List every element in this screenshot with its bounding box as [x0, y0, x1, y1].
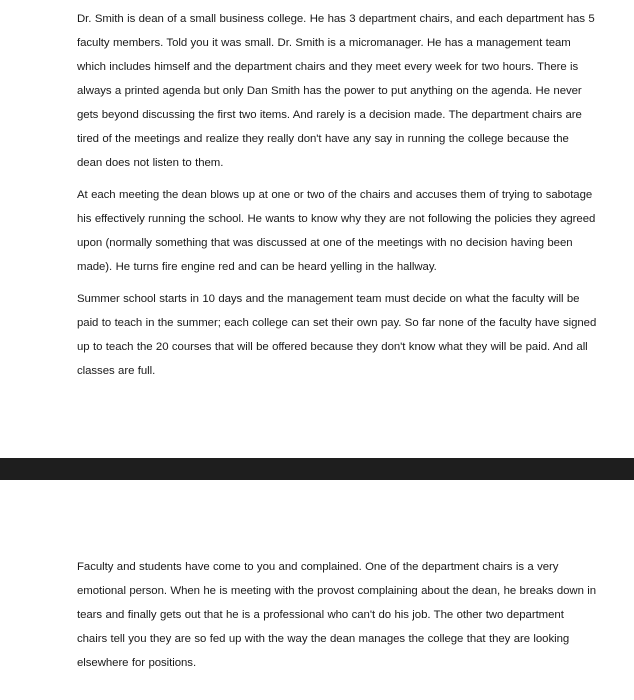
paragraph-meeting-outbursts: At each meeting the dean blows up at one or two of the chairs and accuses them of trying to sabotage his effectively running the school. He wants to know why they are not following the policies they agreed upon (normally something that was discussed at one of the meetings with no decision having been made). He turns fire engine red and can be heard yelling in the hallway.	[77, 189, 596, 273]
paragraph-summer-school: Summer school starts in 10 days and the management team must decide on what the faculty will be paid to teach in the summer; each college can set their own pay. So far none of the faculty have signed up to teach the 20 courses that will be offered because they don't know what they will be paid. And all classes are full.	[77, 293, 597, 377]
paragraph-dean-background: Dr. Smith is dean of a small business college. He has 3 department chairs, and each department has 5 faculty members. Told you it was small. Dr. Smith is a micromanager. He has a management team which includes himself and the department chairs and they meet every week for two hours. There is always a printed agenda but only Dan Smith has the power to put anything on the agenda. He never gets beyond discussing the first two items. And rarely is a decision made. The department chairs are tired of the meetings and realize they really don't have any say in running the college because the dean does not listen to them.	[77, 13, 595, 169]
page-break-divider	[0, 458, 634, 480]
paragraph-complaints: Faculty and students have come to you and complained. One of the department chairs is a very emotional person. When he is meeting with the provost complaining about the dean, he breaks down in tears and finally gets out that he is a professional who can't do his job. The other two department chairs tell you they are so fed up with the way the dean manages the college that they are looking elsewhere for positions.	[77, 561, 597, 669]
